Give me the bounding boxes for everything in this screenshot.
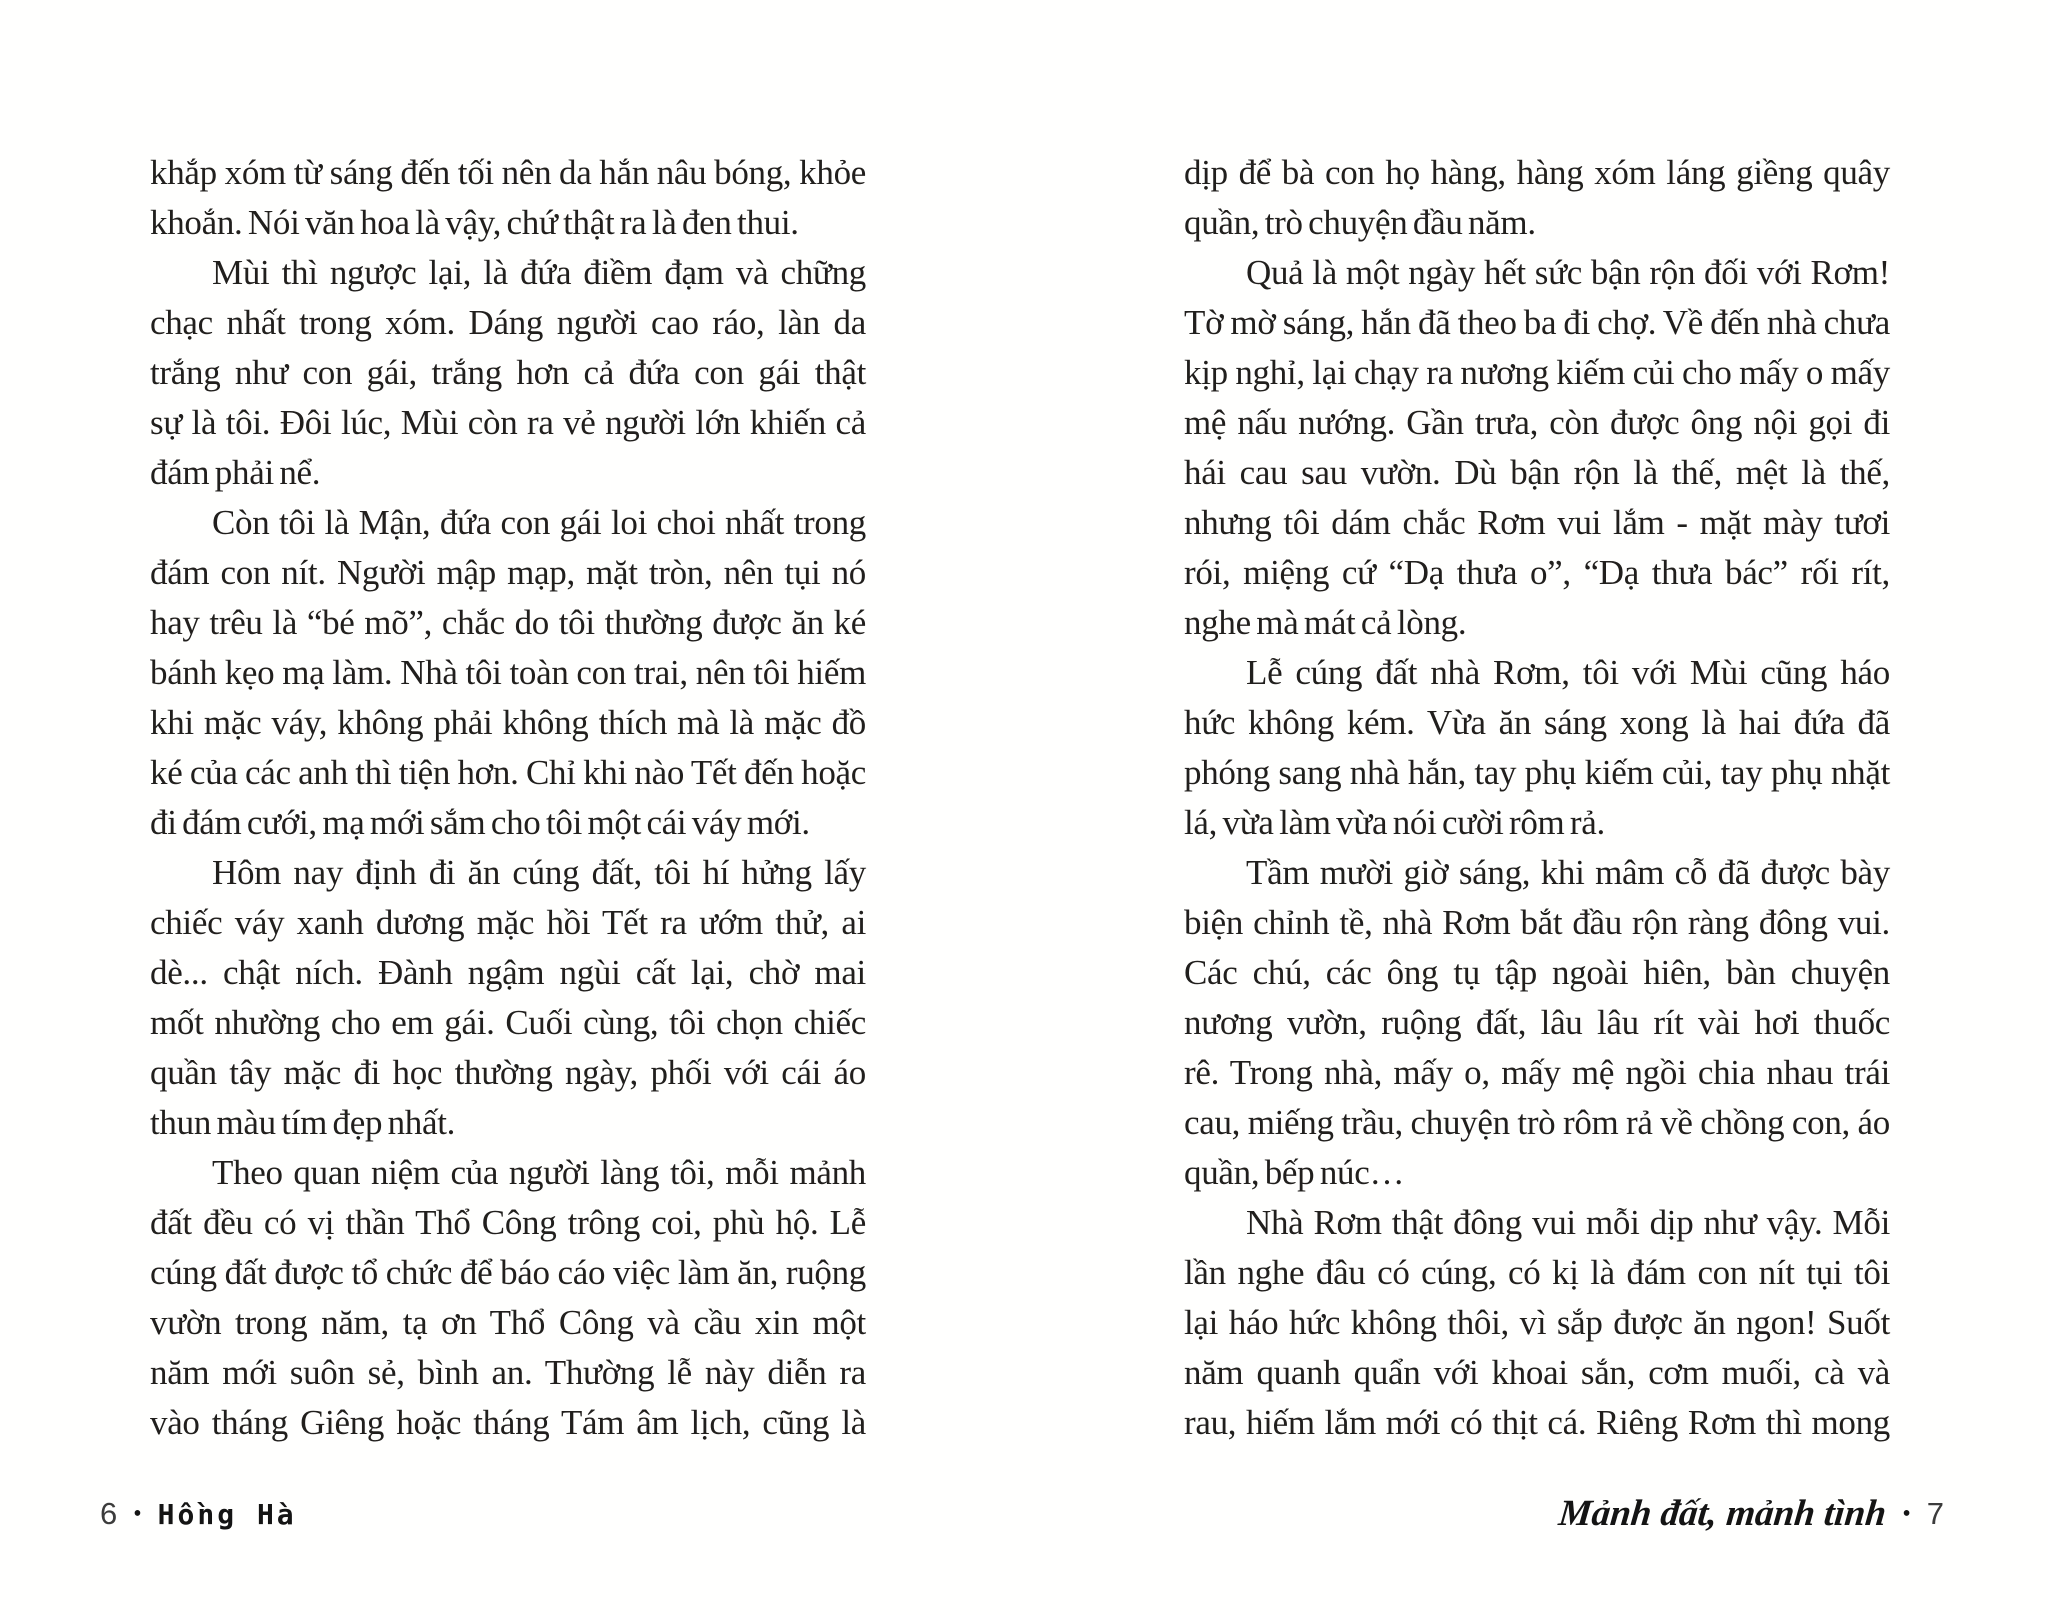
text-line: nương vườn, ruộng đất, lâu lâu rít vài hơi thuốc: [1184, 1003, 1890, 1042]
text-line: thun màu tím đẹp nhất.: [150, 1103, 456, 1142]
text-line: rói, miệng cứ “Dạ thưa o”, “Dạ thưa bác” rối rít,: [1184, 553, 1890, 592]
text-line: khoắn. Nói văn hoa là vậy, chứ thật ra là đen thui.: [150, 203, 799, 242]
right-page-text-block: [1184, 148, 1890, 1448]
bullet-separator-icon: •: [1902, 1500, 1911, 1527]
text-line: nhưng tôi dám chắc Rơm vui lắm - mặt mày tươi: [1184, 503, 1890, 542]
text-line: quần tây mặc đi học thường ngày, phối với cái áo: [150, 1053, 866, 1092]
text-line: đám phải nể.: [150, 453, 321, 492]
text-line: khắp xóm từ sáng đến tối nên da hắn nâu bóng, khỏe: [150, 153, 866, 192]
text-line: kịp nghỉ, lại chạy ra nương kiếm củi cho mấy o mấy: [1184, 353, 1890, 392]
text-line: cau, miếng trầu, chuyện trò rôm rả về chồng con, áo: [1184, 1103, 1890, 1142]
text-line: Mùi thì ngược lại, là đứa điềm đạm và chững: [212, 253, 866, 292]
text-line: Tầm mười giờ sáng, khi mâm cỗ đã được bày: [1246, 853, 1890, 892]
text-line: đi đám cưới, mạ mới sắm cho tôi một cái váy mới.: [150, 803, 810, 842]
right-page-number: 7: [1926, 1495, 1944, 1531]
left-page-number: 6: [100, 1496, 118, 1531]
text-line: trắng như con gái, trắng hơn cả đứa con gái thật: [150, 353, 866, 392]
text-line: Các chú, các ông tụ tập ngoài hiên, bàn chuyện: [1184, 953, 1890, 992]
right-page-footer: [1559, 1492, 1944, 1535]
text-line: khi mặc váy, không phải không thích mà là mặc đồ: [150, 703, 866, 742]
bullet-separator-icon: •: [133, 1501, 142, 1527]
left-page-footer: [100, 1496, 297, 1532]
text-line: lại háo hức không thôi, vì sắp được ăn ngon! Suốt: [1184, 1303, 1890, 1342]
text-line: Quả là một ngày hết sức bận rộn đối với Rơm!: [1246, 253, 1890, 292]
text-line: vườn trong năm, tạ ơn Thổ Công và cầu xin một: [150, 1303, 866, 1342]
text-line: năm quanh quẩn với khoai sắn, cơm muối, cà và: [1184, 1353, 1890, 1392]
text-line: dịp để bà con họ hàng, hàng xóm láng giềng quây: [1184, 153, 1890, 192]
text-line: đám con nít. Người mập mạp, mặt tròn, nên tụi nó: [150, 553, 866, 592]
text-line: phóng sang nhà hắn, tay phụ kiếm củi, tay phụ nhặt: [1184, 753, 1890, 792]
text-line: mệ nấu nướng. Gần trưa, còn được ông nội gọi đi: [1184, 403, 1890, 442]
text-line: Hôm nay định đi ăn cúng đất, tôi hí hửng lấy: [212, 853, 866, 892]
text-line: chạc nhất trong xóm. Dáng người cao ráo, làn da: [150, 303, 866, 342]
text-line: lần nghe đâu có cúng, có kị là đám con nít tụi tôi: [1184, 1253, 1890, 1292]
text-line: Tờ mờ sáng, hắn đã theo ba đi chợ. Về đến nhà chưa: [1184, 303, 1890, 342]
text-line: Còn tôi là Mận, đứa con gái loi choi nhất trong: [212, 503, 866, 542]
text-line: lá, vừa làm vừa nói cười rôm rả.: [1184, 803, 1605, 842]
text-line: rau, hiếm lắm mới có thịt cá. Riêng Rơm thì mong: [1184, 1403, 1890, 1442]
text-line: sự là tôi. Đôi lúc, Mùi còn ra vẻ người lớn khiến cả: [150, 403, 866, 442]
text-line: Nhà Rơm thật đông vui mỗi dịp như vậy. Mỗi: [1246, 1203, 1890, 1242]
text-line: nghe mà mát cả lòng.: [1184, 603, 1467, 642]
text-line: cúng đất được tổ chức để báo cáo việc làm ăn, ruộng: [150, 1253, 866, 1292]
text-line: Lễ cúng đất nhà Rơm, tôi với Mùi cũng háo: [1246, 653, 1890, 692]
text-line: biện chỉnh tề, nhà Rơm bắt đầu rộn ràng đông vui.: [1184, 903, 1890, 942]
author-name: Hồng Hà: [157, 1497, 297, 1531]
text-line: rê. Trong nhà, mấy o, mấy mệ ngồi chia nhau trái: [1184, 1053, 1890, 1092]
text-line: hức không kém. Vừa ăn sáng xong là hai đứa đã: [1184, 703, 1890, 742]
text-line: đất đều có vị thần Thổ Công trông coi, phù hộ. Lễ: [150, 1203, 866, 1242]
text-line: dè... chật ních. Đành ngậm ngùi cất lại, chờ mai: [150, 953, 866, 992]
text-line: Theo quan niệm của người làng tôi, mỗi mảnh: [212, 1153, 866, 1192]
text-line: năm mới suôn sẻ, bình an. Thường lễ này diễn ra: [150, 1353, 866, 1392]
text-line: quần, trò chuyện đầu năm.: [1184, 203, 1536, 242]
text-line: hay trêu là “bé mõ”, chắc do tôi thường được ăn ké: [150, 603, 866, 642]
book-title: Mảnh đất, mảnh tình: [1557, 1493, 1889, 1534]
text-line: bánh kẹo mạ làm. Nhà tôi toàn con trai, nên tôi hiếm: [150, 653, 866, 692]
text-line: ké của các anh thì tiện hơn. Chỉ khi nào Tết đến hoặc: [150, 753, 866, 792]
text-line: quần, bếp núc…: [1184, 1153, 1405, 1192]
text-line: chiếc váy xanh dương mặc hồi Tết ra ướm thử, ai: [150, 903, 866, 942]
text-line: mốt nhường cho em gái. Cuối cùng, tôi chọn chiếc: [150, 1003, 866, 1042]
left-page-text-block: [150, 148, 866, 1448]
text-line: vào tháng Giêng hoặc tháng Tám âm lịch, cũng là: [150, 1403, 866, 1442]
text-line: hái cau sau vườn. Dù bận rộn là thế, mệt là thế,: [1184, 453, 1890, 492]
